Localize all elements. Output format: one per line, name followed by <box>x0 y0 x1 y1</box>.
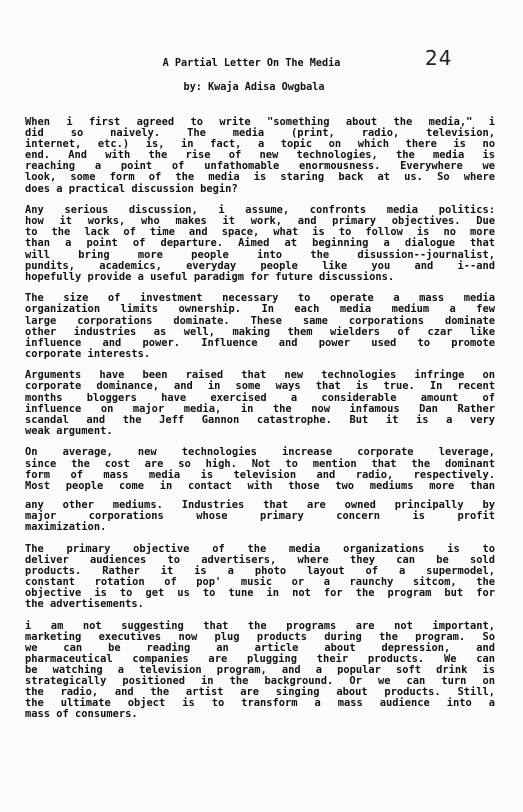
text-line: corporate dominance, and in some ways that is true. In recent <box>25 380 495 393</box>
text-line: the ultimate object is to transform a mass audience into a <box>25 697 495 710</box>
paragraph <box>25 117 495 195</box>
text-line: form of mass media is television and radio, respectively. <box>25 468 495 481</box>
text-line: corporate interests. <box>25 347 151 360</box>
text-line: reaching a point of unfathomable enormousness. Everywhere we <box>25 160 495 173</box>
text-line: weak argument. <box>25 424 113 437</box>
text-line: influence and power. Influence and power used to promote <box>25 336 495 349</box>
text-line: maximization. <box>25 521 107 533</box>
text-line: any other mediums. Industries that are owned principally by <box>25 498 495 511</box>
text-line: does a practical discussion begin? <box>25 182 238 195</box>
text-line: products. Rather it is a photo layout of a supermodel, <box>25 564 495 577</box>
text-line: objective is to get us to tune in not for the program but for <box>25 586 495 599</box>
text-line: pundits, academics, everyday people like you and i--and <box>25 259 495 272</box>
text-line: be watching a television program, and a popular soft drink is <box>25 664 495 677</box>
paragraph <box>25 544 495 611</box>
text-line: Arguments have been raised that new technologies infringe on <box>25 369 495 382</box>
text-line: the advertisements. <box>25 598 144 611</box>
text-line: large corporations dominate. These same corporations dominate <box>25 314 495 327</box>
author-byline: by: Kwaja Adisa Owgbala <box>183 82 325 93</box>
text-line: hopefully provide a useful paradigm for future discussions. <box>25 270 395 283</box>
text-line: influence on major media, in the now infamous Dan Rather <box>25 402 495 415</box>
text-line: internet, etc.) is, in fact, a topic on which there is no <box>25 138 495 151</box>
text-line: i am not suggesting that the programs are not important, <box>25 619 495 632</box>
text-line: we can be reading an article about depression, and <box>25 641 495 654</box>
text-line: mass of consumers. <box>25 708 138 721</box>
text-line: since the cost are so high. Not to mention that the dominant <box>25 457 495 470</box>
text-line: marketing executives now plug products during the program. So <box>25 630 495 643</box>
text-line: The size of investment necessary to operate a mass media <box>25 292 495 305</box>
text-line: how it works, who makes it work, and primary objectives. Due <box>25 215 495 228</box>
text-line: When i first agreed to write "something about the media," i <box>25 116 495 128</box>
text-line: organization limits ownership. In each media medium a few <box>25 303 495 316</box>
text-line: major corporations whose primary concern is profit <box>25 509 495 522</box>
text-line: other industries as well, making them wielders of czar like <box>25 325 495 338</box>
paragraph <box>25 370 495 437</box>
letter-title: A Partial Letter On The Media <box>162 58 341 69</box>
text-line: deliver audiences to advertisers, where they can be sold <box>25 553 495 566</box>
paragraph <box>25 621 495 721</box>
text-line: months bloggers have exercised a considerable amount of <box>25 391 495 404</box>
letter-body <box>25 117 495 731</box>
text-line: The primary objective of the media organizations is to <box>25 542 495 555</box>
paragraph <box>25 293 495 360</box>
text-line: scandal and the Jeff Gannon catastrophe. But it is a very <box>25 413 495 426</box>
text-line: Most people come in contact with those two mediums more than <box>25 479 495 492</box>
text-line: the radio, and the artist are singing about products. Still, <box>25 686 495 699</box>
paragraph <box>25 447 495 533</box>
text-line: than a point of departure. Aimed at beginning a dialogue that <box>25 237 495 250</box>
text-line: did so naively. The media (print, radio, television, <box>25 127 495 140</box>
text-line: strategically positioned in the background. Or we can turn on <box>25 675 495 688</box>
page-number: 24 <box>425 46 453 70</box>
text-line: constant rotation of pop' music or a raunchy sitcom, the <box>25 575 495 588</box>
text-line: end. And with the rise of new technologies, the media is <box>25 149 495 162</box>
text-line: Any serious discussion, i assume, confronts media politics: <box>25 204 495 217</box>
text-line: look, some form of the media is staring back at us. So where <box>25 171 495 184</box>
text-line: On average, new technologies increase corporate leverage, <box>25 446 495 459</box>
text-line: pharmaceutical companies are plugging their products. We can <box>25 652 495 665</box>
text-line: to the lack of time and space, what is to follow is no more <box>25 226 495 239</box>
paragraph <box>25 205 495 283</box>
text-line: will bring more people into the disussion--journalist, <box>25 248 495 261</box>
